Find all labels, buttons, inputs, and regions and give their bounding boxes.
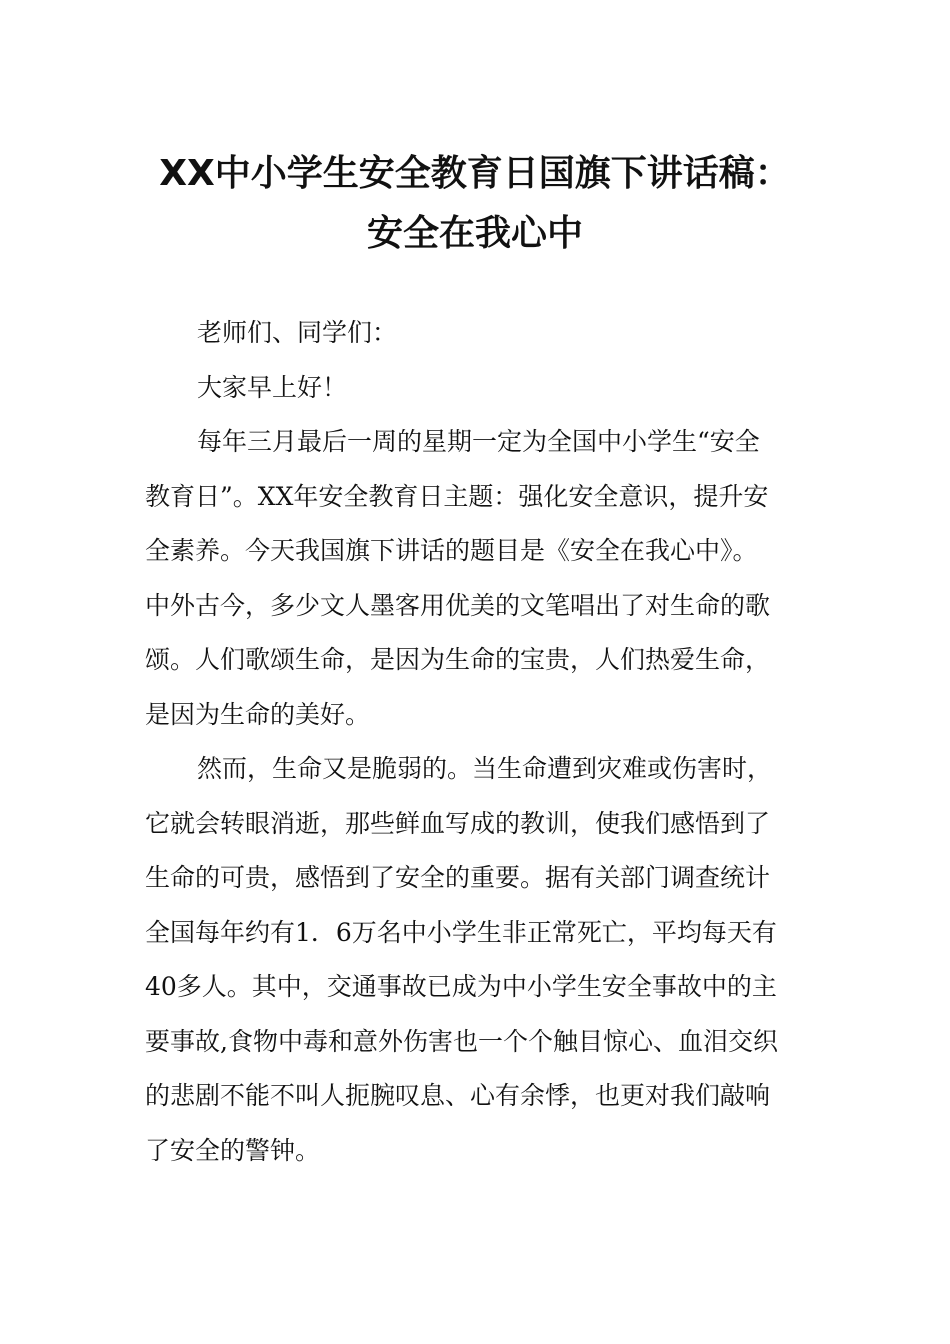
title-line-1: XX中小学生安全教育日国旗下讲话稿： xyxy=(159,153,791,195)
text-line: 是因为生命的美好。 xyxy=(145,699,371,729)
text-line: 然而，生命又是脆弱的。当生命遭到灾难或伤害时， xyxy=(197,754,773,783)
title-line-2: 安全在我心中 xyxy=(366,213,583,255)
text-line: 老师们、同学们： xyxy=(197,318,398,347)
text-line: 大家早上好！ xyxy=(197,372,348,402)
text-line: 40多人。其中，交通事故已成为中小学生安全事故中的主 xyxy=(145,972,777,1001)
paragraph-safety-day xyxy=(145,415,805,742)
text-line: 生命的可贵，感悟到了安全的重要。据有关部门调查统计 xyxy=(145,863,771,892)
page-title xyxy=(145,144,805,264)
text-line: 了安全的警钟。 xyxy=(145,1135,321,1165)
text-line: 教育日”。XX年安全教育日主题：强化安全意识，提升安 xyxy=(145,481,769,511)
text-line: 每年三月最后一周的星期一定为全国中小学生“安全 xyxy=(197,427,760,456)
text-line: 要事故,食物中毒和意外伤害也一个个触目惊心、血泪交织 xyxy=(145,1026,778,1056)
text-line: 它就会转眼消逝，那些鲜血写成的教训，使我们感悟到了 xyxy=(145,808,771,838)
text-line: 全国每年约有1．6万名中小学生非正常死亡，平均每天有 xyxy=(145,917,777,947)
text-line: 全素养。今天我国旗下讲话的题目是《安全在我心中》。 xyxy=(145,536,758,565)
paragraph-salutation xyxy=(145,361,805,416)
paragraph-fragile-life xyxy=(145,742,805,1178)
text-line: 颂。人们歌颂生命，是因为生命的宝贵，人们热爱生命， xyxy=(145,645,771,674)
text-line: 中外古今，多少文人墨客用优美的文笔唱出了对生命的歌 xyxy=(145,590,771,620)
text-line: 的悲剧不能不叫人扼腕叹息、心有余悸，也更对我们敲响 xyxy=(145,1081,771,1110)
paragraph-greeting xyxy=(145,306,805,361)
document-body xyxy=(145,306,805,1178)
